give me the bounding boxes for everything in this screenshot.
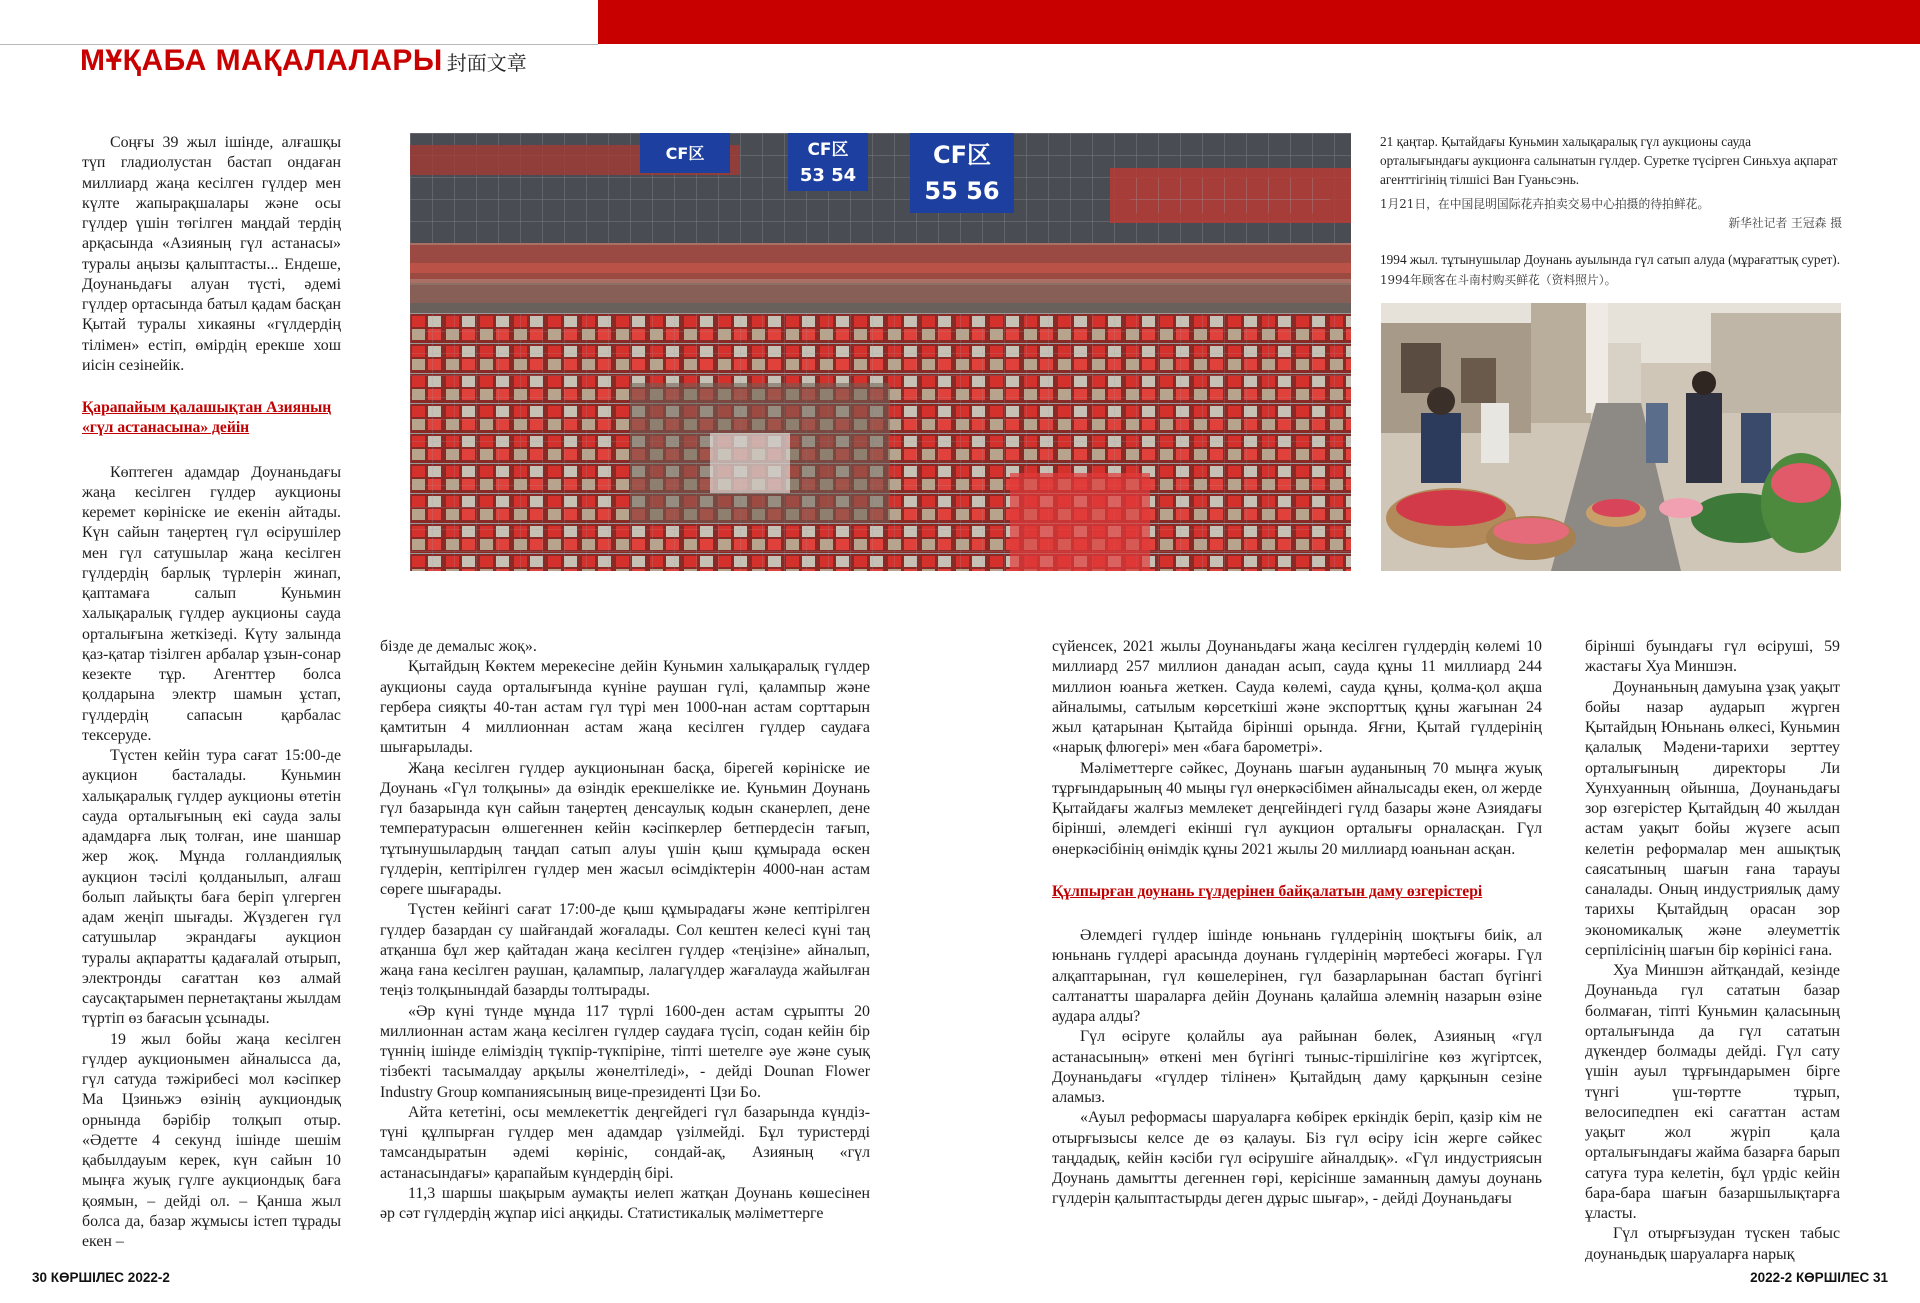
hall-sign-mid-nums: 53 54	[799, 165, 857, 186]
hall-sign-left-zone: CF区	[665, 144, 705, 163]
article-column-3	[1052, 637, 1542, 1210]
photo-caption-1	[1380, 132, 1842, 233]
subheading: Қарапайым қалашықтан Азияның «гүл астанасына» дейін	[82, 399, 332, 437]
paragraph: Көптеген адамдар Доунаньдағы жаңа кесілген гүлдер аукционы керемет көрініске ие екенін айтады. Күн сайын таңертең гүл өсірушілер мен гүл сатушылар жаңа кесілген гүлдердің барлық түрлерін жинап, қаптамаға салып Куньмин халықаралық гүлдер аукционы сауда орталығына жеткізеді. Күту залында қаз-қатар тізілген арбалар ұзын-сонар кезекте тұр. Агенттер болса қолдарына электр шамын ұстап, гүлдердің сапасын қарбалас тексеруде.	[82, 463, 341, 744]
village-market-photo-art	[1381, 303, 1841, 571]
auction-hall-photo	[410, 133, 1351, 571]
paragraph: Соңғы 39 жыл ішінде, алғашқы түп гладиолустан бастап ондаған миллиард жаңа кесілген гүлдер мен күлте жапырақшалары және осы гүлдер үшін төгілген маңдай тердің арқасында «Азияның гүл астанасы» туралы аңызы қалыптасты... Ендеше, Доунаньдағы алуан түсті, әдемі гүлдер ортасында батыл қадам басқан Қытай туралы хикаяны «гүлдердің тілімен» естіп, өмірдің ерекше хош иісін сезінейік.	[82, 134, 341, 374]
auction-hall-photo-art	[410, 133, 1351, 571]
hall-sign-right-nums: 55 56	[924, 177, 1000, 205]
paragraph: Мәліметтерге сәйкес, Доунань шағын ауданының 70 мыңға жуық тұрғындарының 40 мыңы гүл өнеркәсібімен айналысады екен, ол жерде Қытайдағы жалғыз мемлекет деңгейіндегі гүлд базары және Азиядағы бірінші, әлемдегі екінші гүл аукцион орталығы орналасқан. Гүл өнеркәсібінің өнімдік құны 2021 жылы 20 миллиард юаньнан асқан.	[1052, 759, 1542, 858]
paragraph: 19 жыл бойы жаңа кесілген гүлдер аукционымен айналысса да, гүл сатуда тәжірибесі мол кәсіпкер Ма Цзиньжэ өзінің аукциондық орнында бәрібір толқып отыр. «Әдетте 4 секунд ішінде шешім қабылдауым керек, күн сайын 10 мыңға жуық гүлге аукциондық баға қоямын, – дейді ол. – Қанша жыл болса да, базар жұмысы істеп тұрады екен –	[82, 1030, 341, 1250]
paragraph: бірінші буындағы гүл өсіруші, 59 жастағы Хуа Миншэн.	[1585, 638, 1840, 676]
caption-2-cn: 1994年顾客在斗南村购买鲜花（资料照片）。	[1380, 273, 1617, 287]
paragraph: «Әр күні түнде мұнда 117 түрлі 1600-ден астам сұрыпты 20 миллионнан астам жаңа кесілген гүлдер саудаға түсіп, содан кейін бір түннің ішінде еліміздің түкпір-түкпіріне, тіпті шетелге әуе және суық тізбекті тасымалдау арқылы жөнелтіледі», - дейді Dounan Flower Industry Group компаниясының вице-президенті Цзи Бо.	[380, 1002, 870, 1101]
paragraph: бізде де демалыс жоқ».	[380, 638, 537, 655]
hall-sign-left	[640, 133, 730, 173]
hall-sign-right	[910, 133, 1014, 213]
footer-left-folio: 30 КӨРШІЛЕС 2022-2	[32, 1270, 170, 1285]
paragraph: Түстен кейін тура сағат 15:00-де аукцион басталады. Куньмин халықаралық гүлдер аукционы өтетін сауда орталығының екі сауда залы адамдарға лық толған, ине шаншар жер жоқ. Мұнда голландиялық аукцион тәсілі қолданылып, алғаш болып лайықты баға беріп үлгерген адам жеңіп шығады. Жүздеген гүл сатушылар экрандағы аукцион туралы ақпаратты қадағалай отырып, электронды сағаттан көз алмай саусақтарымен пернетақтаны жылдам түртіп өз бағасын ұсынады.	[82, 747, 341, 1028]
hall-sign-right-zone: CF区	[932, 141, 992, 169]
paragraph: Қытайдың Көктем мерекесіне дейін Куньмин халықаралық гүлдер аукционы сауда орталығында күніне раушан гүлі, қалампыр және гербера сияқты 40-тан астам гүл түрі мен 1000-нан астам сорттарын қамтитын 4 миллионнан астам жаңа кесілген гүлдер саудаға шығарылады.	[380, 658, 870, 757]
paragraph: Әлемдегі гүлдер ішінде юньнань гүлдерінің шоқтығы биік, ал юньнань гүлдері арасында доунань гүлдерінің мәртебесі жоғары. Гүл алқаптарынан, гүл көшелерінен, гүл базарларынан бастап бүгінгі салтанатты шараларға дейін Доунань қалайша әлемнің назарын өзіне аудара алды?	[1052, 927, 1542, 1025]
footer-right-folio: 2022-2 КӨРШІЛЕС 31	[1750, 1270, 1888, 1285]
section-title-cn: 封面文章	[446, 51, 527, 75]
hall-sign-mid	[788, 133, 868, 191]
village-market-photo	[1381, 303, 1841, 571]
section-title	[80, 44, 527, 78]
paragraph: сүйенсек, 2021 жылы Доунаньдағы жаңа кесілген гүлдердің көлемі 10 миллиард 257 миллион данадан асып, сауда құны 11 миллиард 244 миллион юаньға жеткен. Сауда көлемі, сауда құны, қолма-қол ақша айналымы, сатылым көрсеткіші және экспорттық құны жағынан 24 жыл қатарынан Қытайда бірінші орында. Яғни, Қытай гүлдерінің «нарық флюгері» мен «баға барометрі».	[1052, 638, 1542, 757]
caption-1-kz: 21 қаңтар. Қытайдағы Куньмин халықаралық гүл аукционы сауда орталығындағы аукционға салынатын гүлдер. Суретке түсірген Синьхуа ақпарат агенттігінің тілшісі Ван Гуаньсэнь.	[1380, 134, 1838, 187]
article-column-2	[380, 637, 870, 1224]
paragraph: 11,3 шаршы шақырым аумақты иелеп жатқан Доунань көшесінен әр сәт гүлдердің жұпар иісі аңқиды. Статистикалық мәліметтерге	[380, 1184, 870, 1222]
article-column-4	[1585, 637, 1840, 1265]
paragraph: Айта кететіні, осы мемлекеттік деңгейдегі гүл базарында күндіз-түні құлпырған гүлдер мен адамдар үзілмейді. Бұл туристерді тамсандыратын әдемі көрініс, сондай-ақ, Азияның «гүл астанасындағы» қарапайым күндердің бірі.	[380, 1103, 870, 1182]
paragraph: Хуа Миншэн айтқандай, кезінде Доунаньда гүл сататын базар болмаған, тіпті Куньмин қаласының орталығында да гүл сататын дүкендер болмады дейді. Гүл сату үшін ауыл тұрғындарымен бірге түнгі үш-төртте тұрып, велосипедпен екі сағаттан астам уақыт жол жүріп қала орталығындағы жайма базарға барып сатуға тура келетін, бұл үрдіс кейін бара-бара шағын базаршылықтарға ұласты.	[1585, 962, 1840, 1222]
hall-sign-mid-zone: CF区	[807, 140, 849, 160]
photo-caption-2	[1380, 250, 1842, 290]
paragraph: Жаңа кесілген гүлдер аукционынан басқа, бірегей көрініске ие Доунань «Гүл толқыны» да өзіндік ерекшелікке ие. Куньмин Доунань гүл базарында күн сайын таңертең денсаулық кодын сканерлеп, дене температурасын өлшегеннен кейін кәсіпкерлер бетпердесін тағып, тұтынушылардың таңдап сатып алуы үшін қыш құмырада өскен гүлдерін, кептірілген гүлдер мен жасыл өсімдіктерін 4000-нан астам сөреге шығарады.	[380, 759, 870, 898]
section-title-kz: МҰҚАБА МАҚАЛАЛАРЫ	[80, 44, 443, 77]
paragraph: «Ауыл реформасы шаруаларға көбірек еркіндік беріп, қазір кім не отырғызысы келсе де өз қалауы. Біз гүл өсіру ісін жерге сәйкес таңдадық, кейін кәсіби гүл өсірушіге айналдық». «Гүл индустриясын Доунань дамытты дегеннен гөрі, керісінше заманның дамуы доунань гүлдерін қалыптастырды деген дұрыс шығар», - дейді Доунаньдағы	[1052, 1109, 1542, 1208]
header-red-bar	[598, 0, 1920, 44]
paragraph: Гүл өсіруге қолайлы ауа райынан бөлек, Азияның «гүл астанасының» өткені мен бүгінгі тыныс-тіршілігіне көз жүгіртсек, Доунаньдағы «гүлдер тілінен» Қытайдың даму қарқынын сезіне аламыз.	[1052, 1028, 1542, 1106]
paragraph: Гүл отырғызудан түскен табыс доунаньдық шаруаларға нарық	[1585, 1225, 1840, 1263]
caption-1-credit: 新华社记者 王冠森 摄	[1728, 216, 1842, 230]
paragraph: Доунаньның дамуына ұзақ уақыт бойы назар аударып жүрген Қытайдың Юньнань өлкесі, Куньмин қалалық Мәдени-тарихи зерттеу орталығының директоры Ли Хунхуанның ойынша, Доунаньдағы зор өзгерістер Қытайдың 40 жылдан астам уақыт бойы жүзеге асып келетін реформалар мен ашықтық саясатының шағын ғана тарауы саналады. Оның индустриялық даму тарихы Қытайдың орасан зор экономикалық және әлеуметтік серпілісінің шағын бір көрінісі ғана.	[1585, 678, 1840, 959]
caption-2-kz: 1994 жыл. тұтынушылар Доунань ауылында гүл сатып алуда (мұрағаттық сурет).	[1380, 252, 1841, 267]
subheading: Құлпырған доунань гүлдерінен байқалатын даму өзгерістері	[1052, 882, 1483, 900]
caption-1-cn: 1月21日，在中国昆明国际花卉拍卖交易中心拍摄的待拍鲜花。	[1380, 197, 1710, 211]
article-column-1	[82, 133, 341, 1252]
paragraph: Түстен кейінгі сағат 17:00-де қыш құмырадағы және кептірілген гүлдер базардан су шайғандай жоғалады. Сол кештен келесі күні таң атқанша бұл жер қайтадан жаңа кесілген гүлдер «теңізіне» айналып, жаңа ғана кесілген раушан, қалампыр, лалагүлдер жағалауда жайылған теңіз толқынындай базарды толтырады.	[380, 901, 870, 1000]
